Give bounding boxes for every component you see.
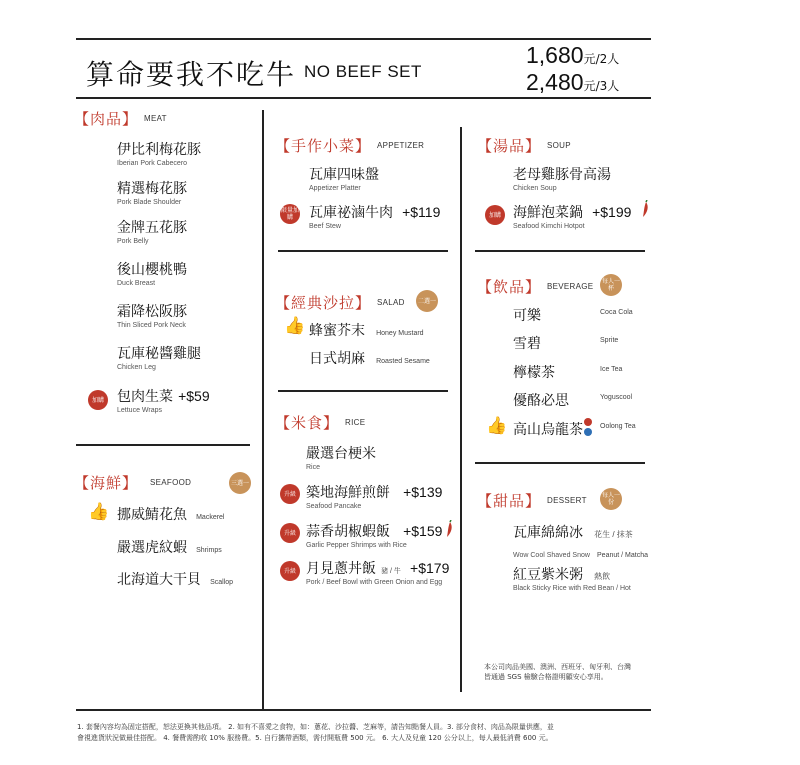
meat-divider	[76, 444, 250, 446]
beverage-divider	[475, 462, 645, 464]
upgrade-badge: 升級	[280, 523, 300, 543]
menu-item-upgrade: 月見蔥丼飯 豬 / 牛 +$179 Pork / Beef Bowl with Green Onion and Egg	[306, 560, 450, 586]
column-divider-1	[262, 110, 264, 710]
menu-item: 嚴選虎紋蝦 Shrimps	[117, 540, 222, 556]
origin-note: 本公司肉品美國、澳洲、西班牙、匈牙利、台灣皆通過 SGS 檢驗合格證明顧安心享用。	[484, 663, 631, 681]
thumbs-up-icon: 👍	[284, 316, 306, 336]
menu-item: 北海道大干貝 Scallop	[117, 572, 234, 588]
drink-name-en: Coca Cola	[600, 309, 633, 316]
column-divider-2	[460, 127, 462, 692]
choice-badge: 二選一	[416, 290, 438, 312]
choice-badge: 三選一	[229, 472, 251, 494]
menu-item: 日式胡麻 Roasted Sesame	[309, 351, 430, 367]
menu-item-upgrade: 蒜香胡椒蝦飯 +$159 Garlic Pepper Shrimps with Rice	[306, 523, 443, 549]
menu-item: 瓦庫綿綿冰 花生 / 抹茶 Wow Cool Shaved Snow Peanut / Matcha	[513, 525, 648, 559]
salad-heading: 【經典沙拉】 SALAD	[275, 294, 405, 312]
chili-pepper-icon	[444, 520, 454, 538]
rice-heading: 【米食】 RICE	[275, 414, 366, 432]
limited-addon-badge: 限量加購	[280, 204, 300, 224]
drink-name: 高山烏龍茶	[513, 422, 583, 438]
menu-item: 金牌五花豚 Pork Belly	[117, 220, 187, 245]
hot-dot-icon	[584, 418, 592, 426]
menu-item: 老母雞豚骨高湯 Chicken Soup	[513, 167, 611, 192]
appetizer-heading: 【手作小菜】 APPETIZER	[275, 137, 425, 155]
drink-name: 檸檬茶	[513, 365, 555, 381]
appetizer-divider	[278, 250, 448, 252]
menu-item: 精選梅花豚 Pork Blade Shoulder	[117, 181, 187, 206]
footer-line-1: 1. 套餐內容均為固定搭配，恕法更換其他品項。 2. 如有不喜愛之食物，如：蔥花、沙拉醬、芝麻等，請告知點餐人員。3. 部分食材、肉品為限量供應，並	[77, 723, 554, 731]
menu-title: 算命要我不吃牛	[86, 58, 297, 91]
menu-item: 伊比利梅花豚 Iberian Pork Cabecero	[117, 142, 201, 167]
salad-divider	[278, 390, 448, 392]
soup-divider	[475, 250, 645, 252]
thumbs-up-icon: 👍	[88, 502, 110, 522]
addon-badge: 加購	[88, 390, 108, 410]
upgrade-badge: 升級	[280, 484, 300, 504]
menu-item-addon: 海鮮泡菜鍋 +$199 Seafood Kimchi Hotpot	[513, 204, 632, 230]
beverage-heading: 【飲品】 BEVERAGE	[477, 278, 594, 296]
addon-badge: 加購	[485, 205, 505, 225]
cold-dot-icon	[584, 428, 592, 436]
menu-item-addon: 瓦庫祕滷牛肉 +$119 Beef Stew	[309, 204, 441, 230]
menu-item: 紅豆紫米粥 熱飲 Black Sticky Rice with Red Bean / Hot	[513, 567, 631, 592]
menu-item: 挪威鯖花魚 Mackerel	[117, 507, 225, 523]
menu-item: 後山櫻桃鴨 Duck Breast	[117, 262, 187, 287]
menu-item: 瓦庫秘醬雞腿 Chicken Leg	[117, 346, 201, 371]
meat-heading: 【肉品】 MEAT	[74, 110, 167, 128]
menu-item: 霜降松阪豚 Thin Sliced Pork Neck	[117, 304, 187, 329]
set-price-3: 2,480元/3人	[526, 69, 620, 95]
soup-heading: 【湯品】 SOUP	[477, 137, 571, 155]
menu-item: 嚴選台梗米 Rice	[306, 446, 376, 471]
upgrade-badge: 升級	[280, 561, 300, 581]
chili-pepper-icon	[640, 200, 650, 218]
per-person-badge: 每人一份	[600, 488, 622, 510]
menu-item-addon: 包肉生菜 +$59 Lettuce Wraps	[117, 388, 210, 414]
thumbs-up-icon: 👍	[486, 416, 508, 436]
set-price-2: 1,680元/2人	[526, 42, 620, 68]
footer-line-2: 會視進貨狀況做最佳搭配。 4. 餐費需酌收 10% 服務費。5. 自行攜帶酒類，需付開瓶費 500 元。 6. 大人及兒童 120 公分以上，每人最低消費 600 元。	[77, 734, 553, 742]
drink-name-en: Ice Tea	[600, 366, 623, 373]
top-divider	[76, 38, 651, 40]
menu-item: 瓦庫四味盤 Appetizer Platter	[309, 167, 379, 192]
per-person-badge: 每人一杯	[600, 274, 622, 296]
menu-item: 蜂蜜芥末 Honey Mustard	[309, 323, 424, 339]
footer-divider	[76, 709, 651, 711]
dessert-heading: 【甜品】 DESSERT	[477, 492, 587, 510]
header-divider	[76, 97, 651, 99]
seafood-heading: 【海鮮】 SEAFOOD	[74, 474, 192, 492]
drink-name-en: Yoguscool	[600, 394, 633, 401]
drink-name: 優酪必思	[513, 393, 569, 409]
menu-item-upgrade: 築地海鮮煎餅 +$139 Seafood Pancake	[306, 484, 443, 510]
drink-name: 雪碧	[513, 336, 541, 352]
drink-name: 可樂	[513, 308, 541, 324]
drink-name-en: Sprite	[600, 337, 619, 344]
menu-subtitle: NO BEEF SET	[304, 62, 422, 81]
drink-name-en: Oolong Tea	[600, 423, 636, 430]
